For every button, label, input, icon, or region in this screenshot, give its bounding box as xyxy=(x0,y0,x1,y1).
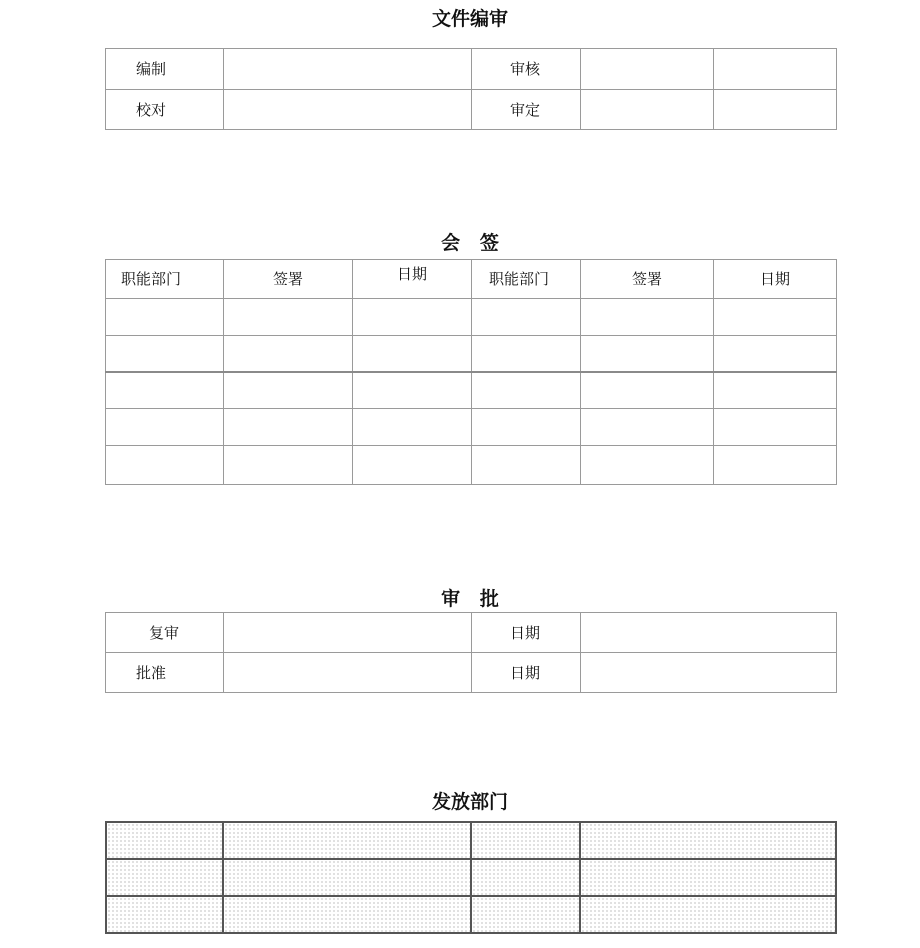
cell-date-1[interactable] xyxy=(353,336,472,372)
distribution-cell[interactable] xyxy=(223,822,471,859)
cell-signature-2[interactable] xyxy=(581,336,714,372)
approve-label: 批准 xyxy=(106,653,224,693)
distribution-row xyxy=(106,859,836,896)
cell-signature-2[interactable] xyxy=(581,372,714,409)
distribution-cell[interactable] xyxy=(106,859,223,896)
distribution-cell[interactable] xyxy=(223,896,471,933)
finalize-value-cell[interactable] xyxy=(581,90,714,130)
cell-department-1[interactable] xyxy=(106,446,224,485)
recheck-date-label: 日期 xyxy=(472,613,581,653)
countersign-empty-row xyxy=(106,446,837,485)
countersign-section-title: 会 签 xyxy=(441,232,499,254)
distribution-cell[interactable] xyxy=(471,822,580,859)
header-date-1: 日期 xyxy=(353,260,472,299)
finalize-extra-cell[interactable] xyxy=(714,90,837,130)
cell-date-1[interactable] xyxy=(353,299,472,336)
cell-signature-1[interactable] xyxy=(224,299,353,336)
compile-value-cell[interactable] xyxy=(224,49,472,90)
cell-date-2[interactable] xyxy=(714,372,837,409)
distribution-cell[interactable] xyxy=(580,859,836,896)
countersign-empty-row xyxy=(106,336,837,372)
review-section-title: 文件编审 xyxy=(431,8,508,30)
countersign-empty-row xyxy=(106,372,837,409)
cell-department-2[interactable] xyxy=(472,372,581,409)
distribution-cell[interactable] xyxy=(471,859,580,896)
distribution-cell[interactable] xyxy=(106,896,223,933)
countersign-table xyxy=(105,259,837,485)
approve-date-cell[interactable] xyxy=(581,653,837,693)
distribution-cell[interactable] xyxy=(106,822,223,859)
cell-department-1[interactable] xyxy=(106,336,224,372)
header-date-2: 日期 xyxy=(714,260,837,299)
review-table xyxy=(105,48,837,130)
recheck-date-cell[interactable] xyxy=(581,613,837,653)
distribution-cell[interactable] xyxy=(223,859,471,896)
cell-signature-1[interactable] xyxy=(224,446,353,485)
cell-date-2[interactable] xyxy=(714,446,837,485)
cell-department-1[interactable] xyxy=(106,299,224,336)
distribution-cell[interactable] xyxy=(471,896,580,933)
cell-signature-2[interactable] xyxy=(581,409,714,446)
cell-department-2[interactable] xyxy=(472,299,581,336)
approve-value-cell[interactable] xyxy=(224,653,472,693)
distribution-section-title: 发放部门 xyxy=(431,791,508,813)
cell-date-1[interactable] xyxy=(353,446,472,485)
cell-signature-2[interactable] xyxy=(581,299,714,336)
distribution-table xyxy=(105,821,837,934)
header-department-2: 职能部门 xyxy=(472,260,581,299)
cell-date-2[interactable] xyxy=(714,409,837,446)
review-row xyxy=(106,49,837,90)
compile-label: 编制 xyxy=(106,49,224,90)
recheck-value-cell[interactable] xyxy=(224,613,472,653)
cell-signature-1[interactable] xyxy=(224,372,353,409)
header-signature-2: 签署 xyxy=(581,260,714,299)
cell-date-2[interactable] xyxy=(714,299,837,336)
proofread-value-cell[interactable] xyxy=(224,90,472,130)
distribution-cell[interactable] xyxy=(580,896,836,933)
approve-date-label: 日期 xyxy=(472,653,581,693)
cell-department-1[interactable] xyxy=(106,372,224,409)
approval-row xyxy=(106,653,837,693)
countersign-empty-row xyxy=(106,299,837,336)
cell-signature-2[interactable] xyxy=(581,446,714,485)
header-department-1: 职能部门 xyxy=(106,260,224,299)
cell-date-2[interactable] xyxy=(714,336,837,372)
approval-table xyxy=(105,612,837,693)
audit-label: 审核 xyxy=(472,49,581,90)
distribution-cell[interactable] xyxy=(580,822,836,859)
audit-extra-cell[interactable] xyxy=(714,49,837,90)
cell-department-1[interactable] xyxy=(106,409,224,446)
approval-section-title: 审 批 xyxy=(441,588,499,610)
cell-date-1[interactable] xyxy=(353,409,472,446)
review-row xyxy=(106,90,837,130)
proofread-label: 校对 xyxy=(106,90,224,130)
approval-row xyxy=(106,613,837,653)
recheck-label: 复审 xyxy=(106,613,224,653)
cell-signature-1[interactable] xyxy=(224,336,353,372)
countersign-header-row xyxy=(106,260,837,299)
cell-department-2[interactable] xyxy=(472,446,581,485)
finalize-label: 审定 xyxy=(472,90,581,130)
cell-signature-1[interactable] xyxy=(224,409,353,446)
cell-department-2[interactable] xyxy=(472,409,581,446)
audit-value-cell[interactable] xyxy=(581,49,714,90)
cell-date-1[interactable] xyxy=(353,372,472,409)
distribution-row xyxy=(106,822,836,859)
countersign-empty-row xyxy=(106,409,837,446)
header-signature-1: 签署 xyxy=(224,260,353,299)
distribution-row xyxy=(106,896,836,933)
cell-department-2[interactable] xyxy=(472,336,581,372)
